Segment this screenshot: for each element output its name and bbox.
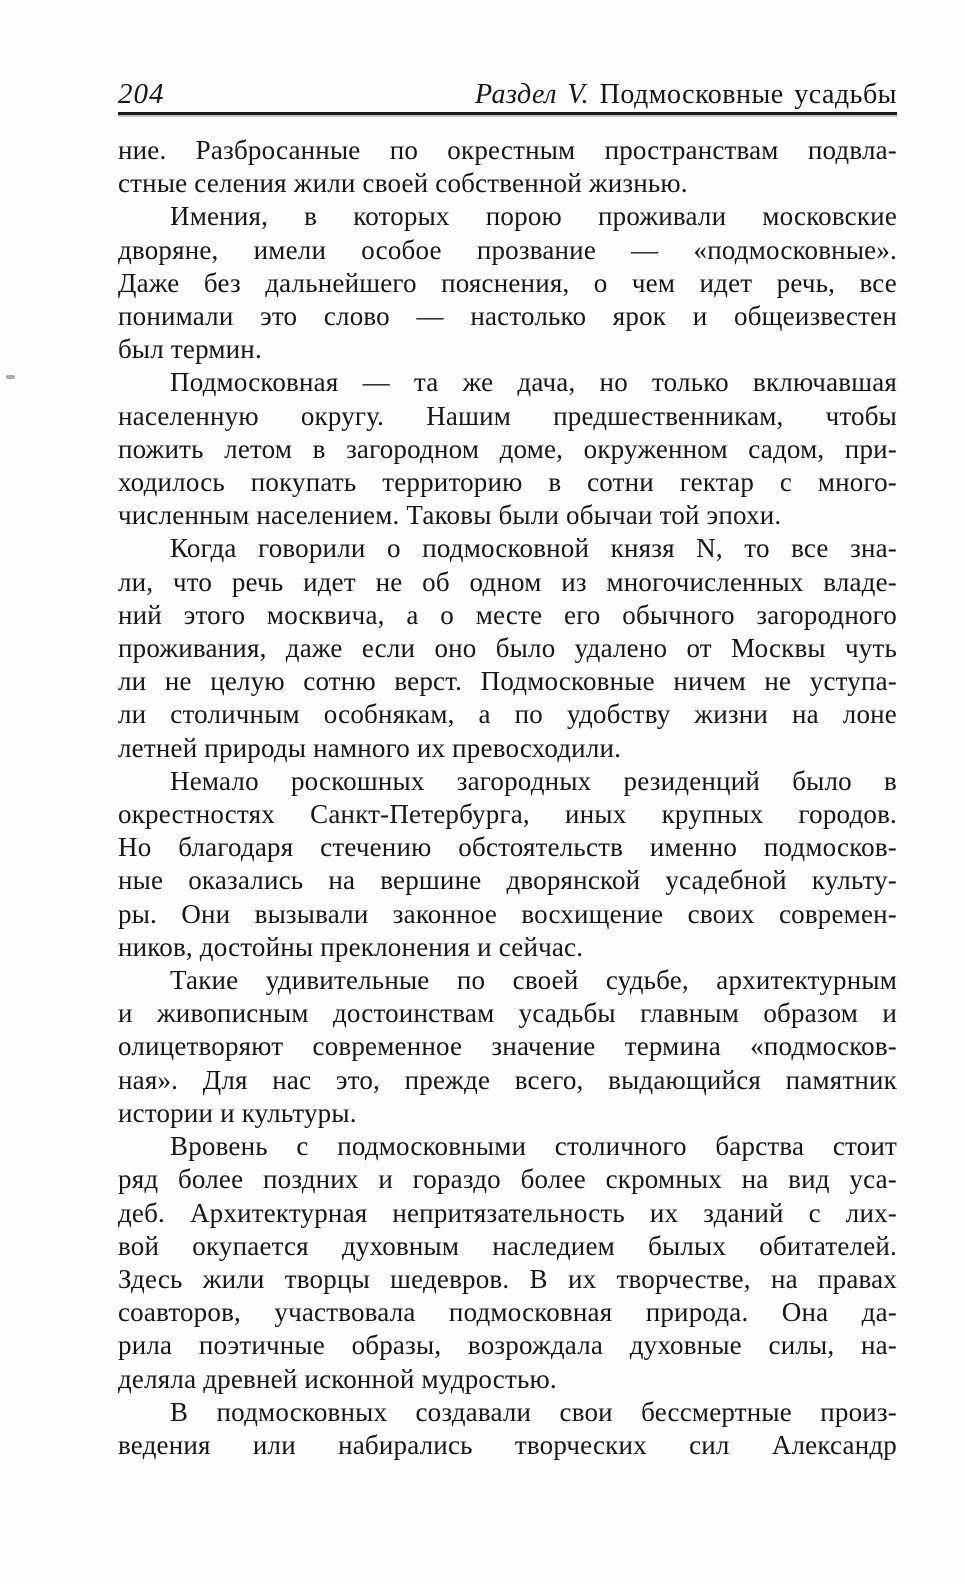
paragraph [118,134,897,200]
text-line: Когда говорили о подмосковной князя N, то все зна- [170,533,897,564]
text-line: ли не целую сотню верст. Подмосковные ничем не уступа- [118,666,897,697]
running-header [118,80,897,108]
page-number: 204 [118,78,165,110]
paragraph [118,964,897,1130]
header-rule [118,112,897,115]
text-line: ли столичным особнякам, а по удобству жизни на лоне [118,699,897,730]
text-line: Подмосковная — та же дача, но только включавшая [170,367,897,398]
text-line: ры. Они вызывали законное восхищение своих современ- [118,898,897,929]
text-line: и живописным достоинствам усадьбы главным образом и [118,998,897,1029]
text-line: ников, достойны преклонения и сейчас. [118,931,584,962]
text-line: дворяне, имели особое прозвание — «подмосковные». [118,234,897,265]
text-line: понимали это слово — настолько ярок и общеизвестен [118,301,897,332]
text-line: проживания, даже если оно было удалено от Москвы чуть [118,633,897,664]
text-line: был термин. [118,334,262,365]
text-line: деб. Архитектурная непритязательность их зданий с лих- [118,1197,897,1228]
text-line: рила поэтичные образы, возрождала духовные силы, на- [118,1330,897,1361]
text-line: ходилось покупать территорию в сотни гектар с много- [118,467,897,498]
text-line: Такие удивительные по своей судьбе, архитектурным [170,965,897,996]
text-line: В подмосковных создавали свои бессмертные произ- [170,1396,897,1427]
text-line: ние. Разбросанные по окрестным пространствам подвла- [118,135,897,165]
text-line: деляла древней исконной мудростью. [118,1363,557,1394]
text-line: пожить летом в загородном доме, окруженном садом, при- [118,433,897,464]
paragraph [118,1396,897,1462]
scan-artifact [6,375,15,379]
text-line: Имения, в которых порою проживали московские [170,201,897,232]
text-line: численным населением. Таковы были обычаи той эпохи. [118,500,782,531]
text-line: ная». Для нас это, прежде всего, выдающийся памятник [118,1064,897,1095]
text-line: летней природы намного их превосходили. [118,732,622,763]
text-line: олицетворяют современное значение термина «подмосков- [118,1031,897,1062]
section-label: Раздел V. [474,79,589,110]
paragraph [118,366,897,532]
text-line: Даже без дальнейшего пояснения, о чем идет речь, все [118,267,897,298]
text-line: ний этого москвича, а о месте его обычного загородного [118,599,897,630]
text-block [118,134,897,1462]
text-line: Вровень с подмосковными столичного барства стоит [170,1131,897,1162]
text-line: окрестностях Санкт-Петербурга, иных крупных городов. [118,799,897,830]
text-line: ряд более поздних и гораздо более скромных на вид уса- [118,1164,897,1195]
text-line: Здесь жили творцы шедевров. В их творчестве, на правах [118,1263,897,1294]
text-line: Немало роскошных загородных резиденций было в [170,765,897,796]
paragraph [118,532,897,764]
section-title: Подмосковные усадьбы [599,79,897,110]
paragraph [118,1130,897,1396]
section-heading [475,81,897,109]
paragraph [118,200,897,366]
text-line: вой окупается духовным наследием былых обитателей. [118,1230,897,1261]
text-line: ли, что речь идет не об одном из многочисленных владе- [118,566,897,597]
text-line: Но благодаря стечению обстоятельств именно подмосков- [118,832,897,863]
text-line: истории и культуры. [118,1097,357,1128]
text-line: соавторов, участвовала подмосковная природа. Она да- [118,1297,897,1328]
paragraph [118,765,897,964]
text-line: ведения или набирались творческих сил Александр [118,1429,897,1460]
text-line: населенную округу. Нашим предшественникам, чтобы [118,400,897,431]
text-line: ные оказались на вершине дворянской усадебной культу- [118,865,897,896]
text-line: стные селения жили своей собственной жизнью. [118,168,688,199]
